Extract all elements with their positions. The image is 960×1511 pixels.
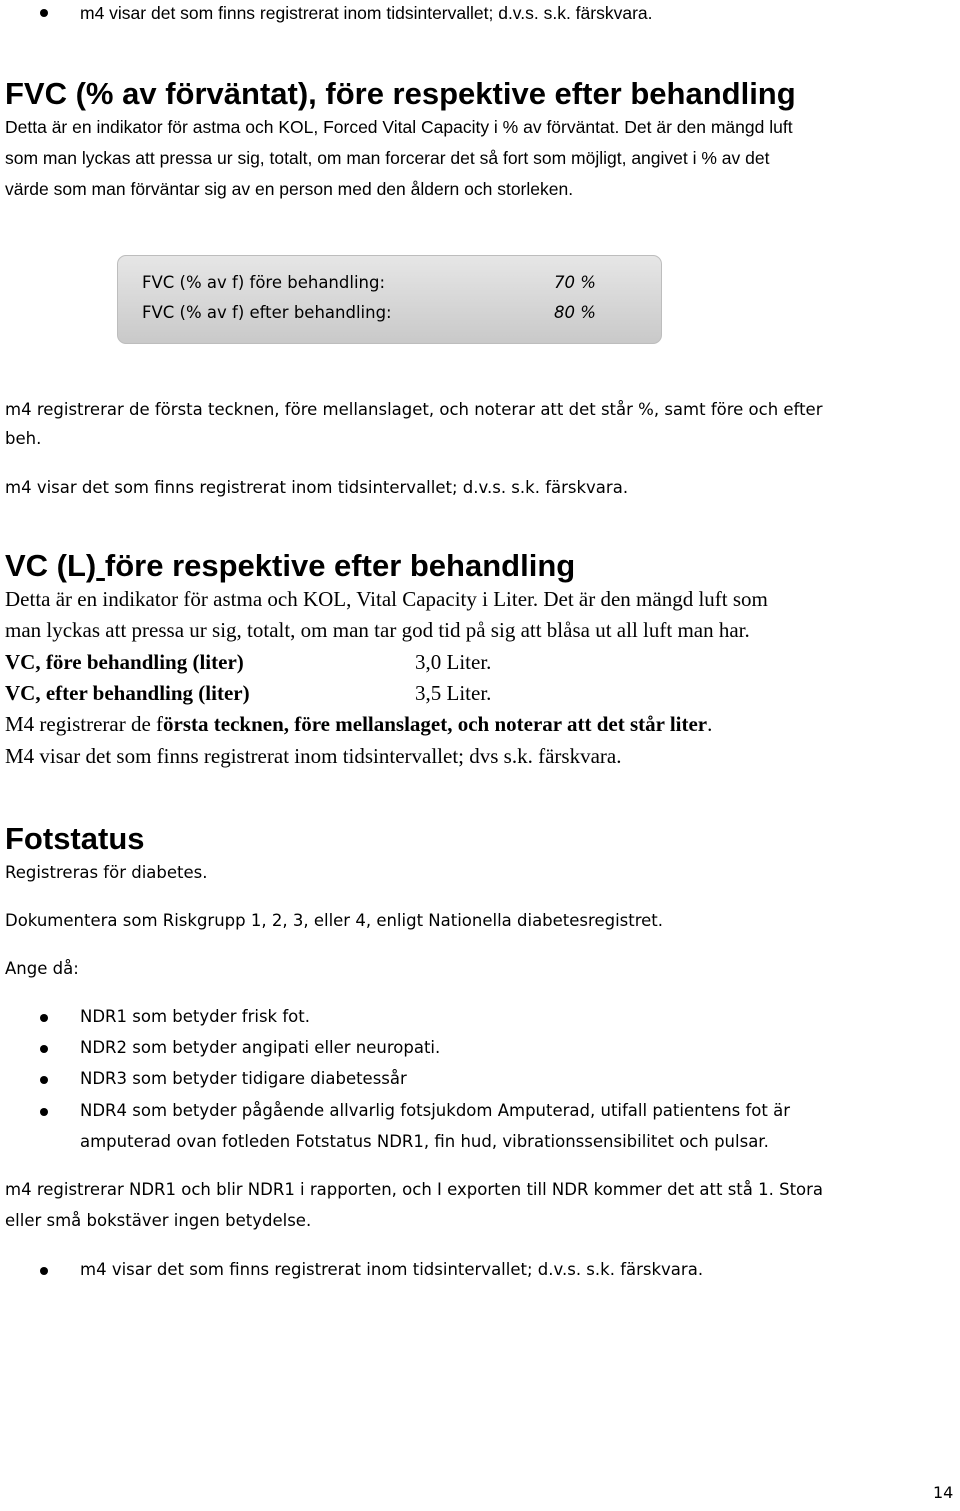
vc-heading (5, 548, 575, 584)
bullet-icon (40, 1267, 48, 1275)
bullet-icon (40, 9, 48, 17)
fotstatus-heading: Fotstatus (5, 821, 145, 856)
fvc-heading: FVC (% av förväntat), före respektive efter behandling (5, 76, 796, 111)
list-item (80, 1038, 440, 1057)
ndr-text: som betyder tidigare diabetessår (127, 1069, 407, 1088)
bullet-icon (40, 1045, 48, 1053)
fotstatus-note-line-1: m4 registrerar NDR1 och blir NDR1 i rapporten, och I exporten till NDR kommer det att stå 1. Stora (5, 1180, 824, 1199)
fvc-line-2: som man lyckas att pressa ur sig, totalt, om man forcerar det så fort som möjligt, angivet i % av det (5, 148, 770, 168)
ndr-code: NDR1 (80, 1007, 128, 1026)
vc-after-value: 3,5 Liter. (415, 681, 492, 705)
list-item (80, 1101, 790, 1120)
bottom-bullet-text: m4 visar det som finns registrerat inom tidsintervallet; d.v.s. s.k. färskvara. (80, 1260, 704, 1279)
vc-heading-space (96, 548, 105, 583)
vc-heading-part1: VC (L) (5, 548, 97, 583)
vc-line-1: Detta är en indikator för astma och KOL, Vital Capacity i Liter. Det är den mängd luft som (5, 587, 768, 611)
vc-before-label: VC, före behandling (liter) (5, 650, 244, 674)
vc-before-value: 3,0 Liter. (415, 650, 492, 674)
list-item-continuation: amputerad ovan fotleden Fotstatus NDR1, fin hud, vibrationssensibilitet och pulsar. (80, 1132, 769, 1151)
bullet-icon (40, 1076, 48, 1084)
ndr-text: som betyder frisk fot. (127, 1007, 310, 1026)
fvc-after-value: 80 % (554, 303, 596, 322)
vc-register-note (5, 712, 712, 737)
ndr-code: NDR2 (80, 1038, 128, 1057)
vc-heading-part2: före respektive efter behandling (104, 548, 576, 583)
vc-register-suffix: . (707, 712, 713, 736)
vc-line-2: man lyckas att pressa ur sig, totalt, om man tar god tid på sig att blåsa ut all luft man har. (5, 618, 750, 642)
fvc-after-label: FVC (% av f) efter behandling: (142, 303, 392, 322)
ndr-code: NDR4 (80, 1101, 128, 1120)
ndr-code: NDR3 (80, 1069, 128, 1088)
vc-display-note: M4 visar det som finns registrerat inom tidsintervallet; dvs s.k. färskvara. (5, 744, 622, 768)
page-number: 14 (933, 1483, 954, 1502)
vc-after-label: VC, efter behandling (liter) (5, 681, 250, 705)
vc-register-prefix: M4 registrerar de f (5, 712, 164, 736)
bullet-icon (40, 1014, 48, 1022)
bullet-icon (40, 1108, 48, 1116)
fvc-result-box (117, 255, 662, 344)
list-item (80, 1007, 310, 1026)
ndr-text: som betyder pågående allvarlig fotsjukdom Amputerad, utifall patientens fot är (127, 1101, 791, 1120)
list-item (80, 1069, 407, 1088)
fvc-note-line-1: m4 registrerar de första tecknen, före mellanslaget, och noterar att det står %, samt före och efter (5, 400, 823, 419)
top-bullet-text: m4 visar det som finns registrerat inom tidsintervallet; d.v.s. s.k. färskvara. (80, 3, 653, 23)
fotstatus-p2: Dokumentera som Riskgrupp 1, 2, 3, eller 4, enligt Nationella diabetesregistret. (5, 911, 664, 930)
fvc-line-1: Detta är en indikator för astma och KOL, Forced Vital Capacity i % av förväntat. Det är den mängd luft (5, 117, 793, 137)
fotstatus-p1: Registreras för diabetes. (5, 863, 208, 882)
fotstatus-p3: Ange då: (5, 959, 79, 978)
ndr-text: som betyder angipati eller neuropati. (127, 1038, 441, 1057)
vc-register-bold: örsta tecknen, före mellanslaget, och noterar att det står liter (163, 712, 708, 736)
fvc-note-line-2: beh. (5, 429, 42, 448)
fvc-before-value: 70 % (554, 273, 596, 292)
fvc-before-label: FVC (% av f) före behandling: (142, 273, 386, 292)
fvc-line-3: värde som man förväntar sig av en person med den åldern och storleken. (5, 179, 574, 199)
fotstatus-note-line-2: eller små bokstäver ingen betydelse. (5, 1211, 312, 1230)
fvc-display-note: m4 visar det som finns registrerat inom tidsintervallet; d.v.s. s.k. färskvara. (5, 478, 629, 497)
